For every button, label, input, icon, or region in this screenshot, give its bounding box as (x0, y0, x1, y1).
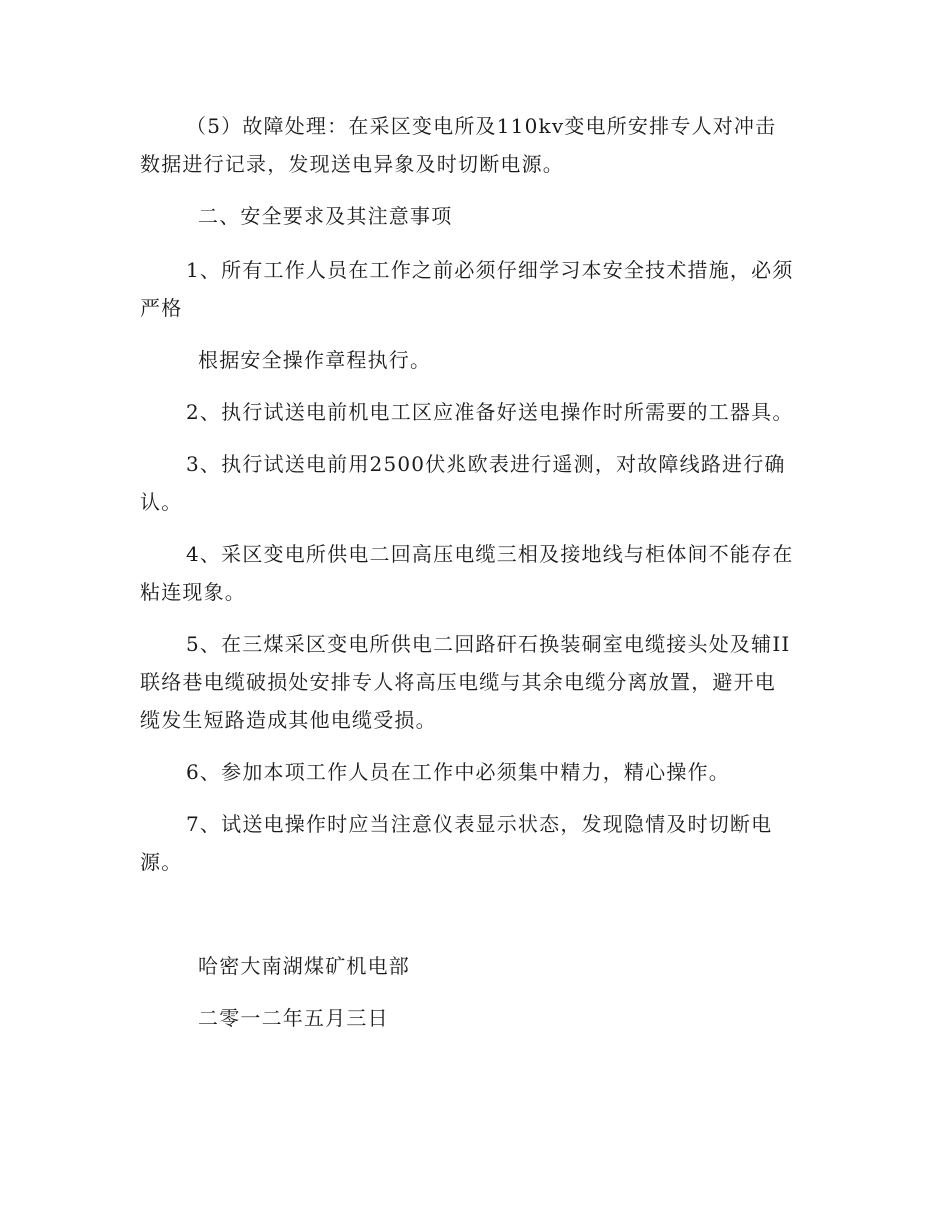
fault-handling-line-2: 数据进行记录，发现送电异象及时切断电源。 (140, 152, 564, 176)
item-2-line-1: 2、执行试送电前机电工区应准备好送电操作时所需要的工器具。 (186, 400, 794, 424)
item-7-line-2: 源。 (140, 850, 183, 874)
item-1-line-1: 1、所有工作人员在工作之前必须仔细学习本安全技术措施，必须 (186, 258, 794, 282)
section-heading: 二、安全要求及其注意事项 (198, 204, 453, 228)
item-4-line-2: 粘连现象。 (140, 580, 246, 604)
item-5-line-3: 缆发生短路造成其他电缆受损。 (140, 708, 437, 732)
fault-handling-line-1: （5）故障处理：在采区变电所及110kv变电所安排专人对冲击 (186, 114, 777, 138)
item-3-line-1: 3、执行试送电前用2500伏兆欧表进行遥测，对故障线路进行确 (186, 452, 786, 476)
signature-date: 二零一二年五月三日 (198, 1006, 389, 1030)
signature-organization: 哈密大南湖煤矿机电部 (198, 954, 410, 978)
item-1-line-3: 根据安全操作章程执行。 (198, 348, 432, 372)
item-1-line-2: 严格 (140, 296, 183, 320)
item-5-line-1: 5、在三煤采区变电所供电二回路矸石换装硐室电缆接头处及辅II (186, 632, 791, 656)
item-4-line-1: 4、采区变电所供电二回高压电缆三相及接地线与柜体间不能存在 (186, 542, 794, 566)
item-3-line-2: 认。 (140, 490, 183, 514)
item-6-line-1: 6、参加本项工作人员在工作中必须集中精力，精心操作。 (186, 760, 730, 784)
item-7-line-1: 7、试送电操作时应当注意仪表显示状态，发现隐情及时切断电 (186, 812, 773, 836)
item-5-line-2: 联络巷电缆破损处安排专人将高压电缆与其余电缆分离放置，避开电 (140, 670, 776, 694)
